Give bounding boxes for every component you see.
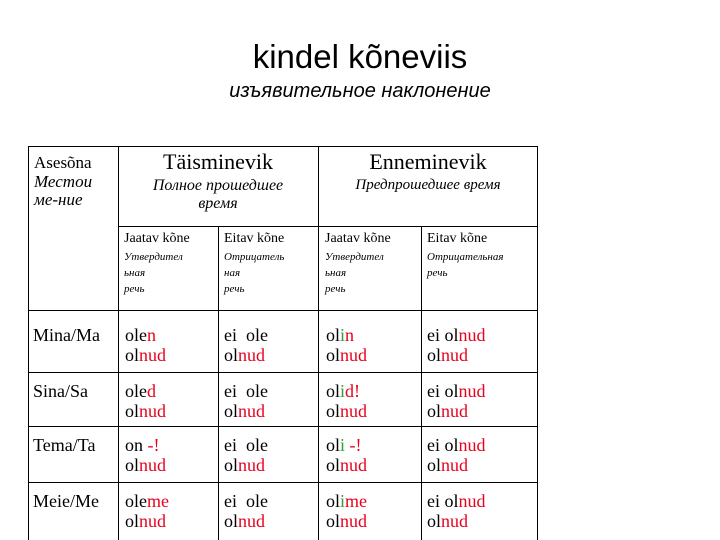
table-border-right xyxy=(537,146,538,540)
ru-line: речь xyxy=(224,282,245,295)
ru-line: ная xyxy=(224,266,241,279)
subheader-eitav-ru-1 xyxy=(224,250,284,298)
col-divider xyxy=(421,226,422,540)
form-tema-eitav-taisminevik xyxy=(224,436,268,476)
verb-negation: ei ole xyxy=(224,435,268,455)
header-taisminevik-ru-1: Полное прошедшее xyxy=(152,177,284,195)
verb-stem: ol xyxy=(326,381,341,401)
header-divider xyxy=(118,226,538,227)
form-meie-jaatav-taisminevik xyxy=(125,492,169,532)
verb-negation: ei ole xyxy=(224,325,268,345)
header-pronoun-et: Asesõna xyxy=(34,153,92,172)
verb-ending: d! xyxy=(345,381,361,401)
verb-ending: nud xyxy=(139,454,167,475)
verb-marker: i xyxy=(340,381,346,401)
conjugation-table xyxy=(28,146,538,540)
ru-line: речь xyxy=(427,266,448,279)
verb-negation: ei ol xyxy=(427,325,459,345)
verb-stem: ol xyxy=(326,454,341,475)
verb-ending: nud xyxy=(458,381,486,401)
verb-ending: me xyxy=(147,491,169,511)
header-taisminevik xyxy=(118,150,318,212)
verb-stem: ol xyxy=(224,400,239,421)
form-mina-eitav-taisminevik xyxy=(224,326,268,366)
verb-stem: ol xyxy=(326,325,341,345)
verb-ending: d xyxy=(147,381,156,401)
verb-ending: nud xyxy=(441,400,469,421)
verb-stem: on xyxy=(125,435,143,455)
form-sina-jaatav-enneminevik xyxy=(326,382,367,422)
row-divider xyxy=(28,372,538,373)
verb-stem: ol xyxy=(125,510,140,531)
verb-negation: ei ole xyxy=(224,491,268,511)
verb-ending: nud xyxy=(340,454,368,475)
verb-marker: i xyxy=(340,435,346,455)
header-taisminevik-ru-2: время xyxy=(198,194,238,212)
verb-ending: nud xyxy=(340,344,368,365)
verb-stem: ol xyxy=(125,400,140,421)
verb-negation: ei ole xyxy=(224,381,268,401)
form-tema-eitav-enneminevik xyxy=(427,436,486,476)
header-enneminevik-title: Enneminevik xyxy=(369,149,487,174)
header-enneminevik xyxy=(318,150,538,194)
ru-line: ьная xyxy=(325,266,347,279)
header-taisminevik-title: Täisminevik xyxy=(163,149,273,174)
verb-stem: ol xyxy=(427,400,442,421)
verb-stem: ol xyxy=(326,435,341,455)
verb-ending: nud xyxy=(458,435,486,455)
verb-ending: n xyxy=(345,325,355,345)
ru-line: Отрицательная xyxy=(427,251,504,263)
verb-stem: ol xyxy=(326,491,341,511)
verb-ending: nud xyxy=(441,454,469,475)
verb-ending: nud xyxy=(238,454,266,475)
verb-stem: ol xyxy=(326,400,341,421)
verb-stem: ol xyxy=(427,344,442,365)
verb-ending: nud xyxy=(441,510,469,531)
verb-stem: ole xyxy=(125,381,147,401)
form-mina-jaatav-enneminevik xyxy=(326,326,367,366)
form-mina-jaatav-taisminevik xyxy=(125,326,166,366)
subheader-jaatav-2: Jaatav kõne xyxy=(325,231,391,246)
verb-negation: ei ol xyxy=(427,491,459,511)
subheader-eitav-ru-2 xyxy=(427,250,503,282)
ru-line: речь xyxy=(325,282,346,295)
verb-ending: -! xyxy=(143,435,160,455)
form-sina-eitav-enneminevik xyxy=(427,382,486,422)
verb-marker: i xyxy=(340,325,346,345)
form-mina-eitav-enneminevik xyxy=(427,326,486,366)
row-divider xyxy=(28,482,538,483)
ru-line: ьная xyxy=(124,266,146,279)
verb-marker: i xyxy=(340,491,346,511)
form-tema-jaatav-enneminevik xyxy=(326,436,367,476)
subheader-eitav-2: Eitav kõne xyxy=(427,231,488,246)
subheader-jaatav-ru-1 xyxy=(124,250,183,298)
verb-ending: nud xyxy=(139,344,167,365)
subheader-eitav-1: Eitav kõne xyxy=(224,231,285,246)
form-meie-eitav-enneminevik xyxy=(427,492,486,532)
verb-stem: ol xyxy=(427,454,442,475)
verb-ending: nud xyxy=(458,325,486,345)
verb-stem: ol xyxy=(224,454,239,475)
form-meie-eitav-taisminevik xyxy=(224,492,268,532)
verb-stem: ol xyxy=(326,344,341,365)
form-sina-jaatav-taisminevik xyxy=(125,382,166,422)
slide-title: kindel kõneviis xyxy=(252,38,468,75)
form-tema-jaatav-taisminevik xyxy=(125,436,166,476)
verb-ending: nud xyxy=(458,491,486,511)
table-border-left xyxy=(28,146,29,540)
verb-stem: ol xyxy=(125,454,140,475)
header-pronoun-ru-2: ме-ние xyxy=(34,190,83,210)
ru-line: речь xyxy=(124,282,145,295)
verb-stem: ol xyxy=(224,344,239,365)
verb-negation: ei ol xyxy=(427,381,459,401)
table-border-top xyxy=(28,146,538,147)
verb-stem: ole xyxy=(125,325,147,345)
verb-ending: nud xyxy=(238,510,266,531)
col-divider xyxy=(318,146,319,540)
pronoun-mina: Mina/Ma xyxy=(33,325,100,345)
verb-ending: nud xyxy=(139,400,167,421)
verb-ending: -! xyxy=(345,435,362,455)
col-divider xyxy=(218,226,219,540)
header-enneminevik-ru: Предпрошедшее время xyxy=(355,177,501,194)
pronoun-tema: Tema/Ta xyxy=(33,435,96,455)
verb-stem: ol xyxy=(125,344,140,365)
verb-ending: me xyxy=(345,491,368,511)
verb-ending: nud xyxy=(238,400,266,421)
verb-negation: ei ol xyxy=(427,435,459,455)
verb-stem: ol xyxy=(427,510,442,531)
form-sina-eitav-taisminevik xyxy=(224,382,268,422)
verb-ending: n xyxy=(147,325,156,345)
subheader-jaatav-1: Jaatav kõne xyxy=(124,231,190,246)
verb-stem: ol xyxy=(326,510,341,531)
verb-ending: nud xyxy=(340,400,368,421)
subheader-jaatav-ru-2 xyxy=(325,250,384,298)
verb-ending: nud xyxy=(340,510,368,531)
row-divider xyxy=(28,426,538,427)
verb-ending: nud xyxy=(441,344,469,365)
form-meie-jaatav-enneminevik xyxy=(326,492,367,532)
verb-stem: ole xyxy=(125,491,147,511)
verb-ending: nud xyxy=(238,344,266,365)
header-pronoun xyxy=(34,154,92,210)
ru-line: Утвердител xyxy=(325,251,384,263)
ru-line: Утвердител xyxy=(124,251,183,263)
verb-stem: ol xyxy=(224,510,239,531)
row-divider xyxy=(28,310,538,311)
pronoun-meie: Meie/Me xyxy=(33,491,99,511)
verb-ending: nud xyxy=(139,510,167,531)
pronoun-sina: Sina/Sa xyxy=(33,381,89,401)
slide-subtitle: изъявительное наклонение xyxy=(229,80,491,102)
ru-line: Отрицатель xyxy=(224,251,285,263)
header-pronoun-ru-1: Местои xyxy=(34,171,93,191)
